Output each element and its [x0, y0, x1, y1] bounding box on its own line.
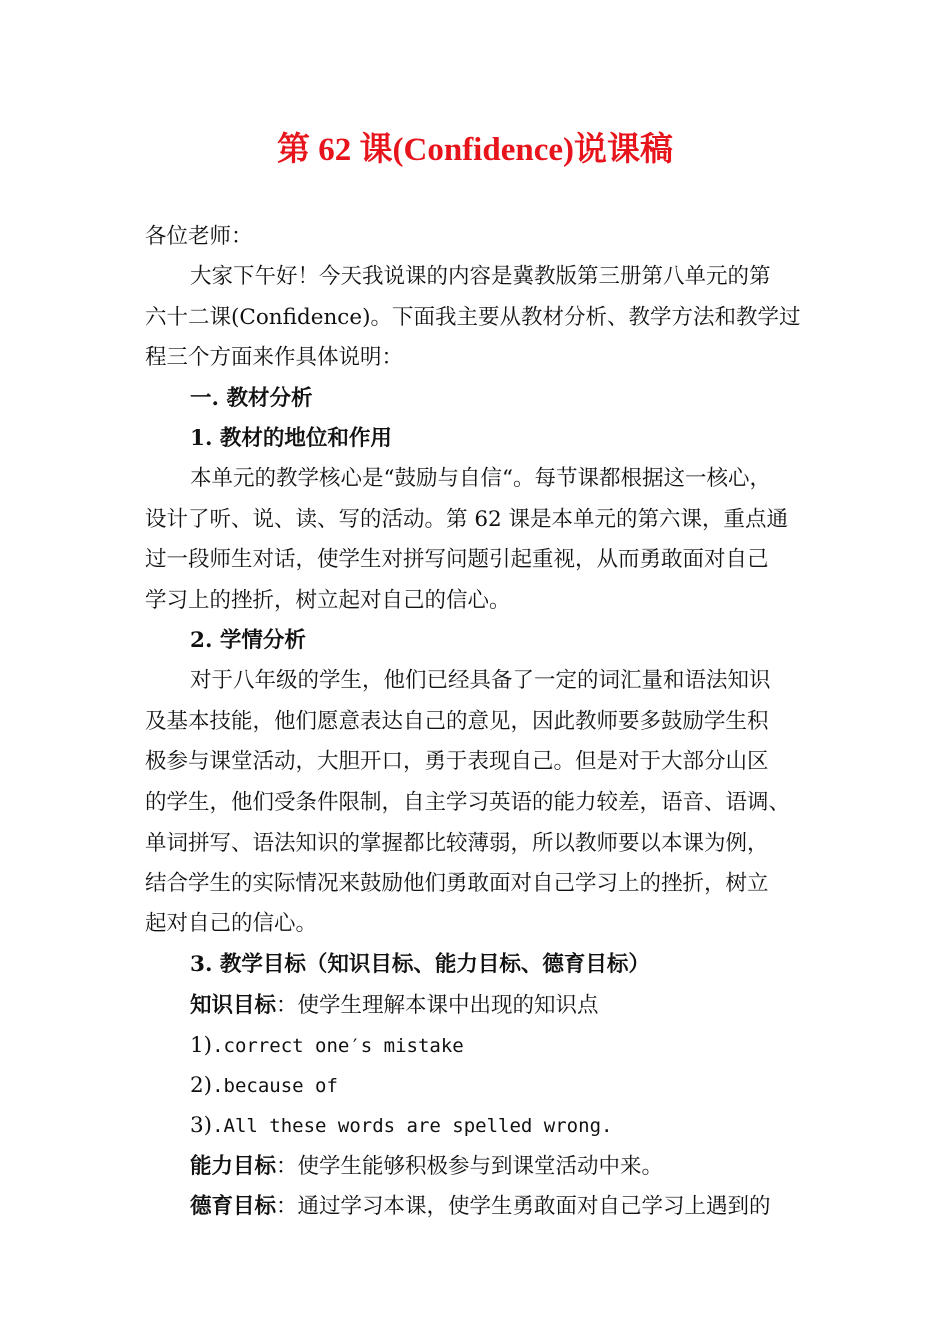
knowledge-goal-text: ：使学生理解本课中出现的知识点: [276, 993, 599, 1018]
ability-goal: [190, 1152, 663, 1182]
paragraph-line: 及基本技能，他们愿意表达自己的意见，因此教师要多鼓励学生积: [145, 709, 769, 734]
subsection-heading: 2. 学情分析: [190, 628, 306, 653]
paragraph-line: 单词拼写、语法知识的掌握都比较薄弱，所以教师要以本课为例，: [145, 831, 769, 856]
moral-goal-label: 德育目标: [190, 1194, 277, 1219]
paragraph-line: 设计了听、说、读、写的活动。第 62 课是本单元的第六课，重点通: [145, 507, 789, 532]
paragraph-line: 学习上的挫折，树立起对自己的信心。: [145, 588, 511, 613]
ability-goal-label: 能力目标: [190, 1154, 277, 1179]
moral-goal-text: ：通过学习本课，使学生勇敢面对自己学习上遇到的: [276, 1194, 771, 1219]
paragraph-line: 的学生，他们受条件限制，自主学习英语的能力较差，语音、语调、: [145, 790, 791, 815]
point-number: 3): [190, 1113, 213, 1138]
point-text: .All these words are spelled wrong.: [212, 1115, 613, 1137]
point-number: 1): [190, 1033, 213, 1058]
greeting: 各位老师：: [145, 224, 253, 249]
knowledge-point: [190, 1111, 612, 1141]
point-text: .because of: [212, 1075, 338, 1097]
point-text: .correct one′s mistake: [212, 1035, 464, 1057]
section-heading: 一. 教材分析: [190, 386, 313, 411]
intro-line: 程三个方面来作具体说明：: [145, 345, 404, 370]
paragraph-line: 对于八年级的学生，他们已经具备了一定的词汇量和语法知识: [190, 668, 771, 693]
document-title: 第 62 课(Confidence)说课稿: [277, 132, 673, 168]
knowledge-goal: [190, 991, 599, 1021]
moral-goal: [190, 1192, 771, 1222]
subsection-heading: 1. 教材的地位和作用: [190, 426, 392, 451]
knowledge-point: [190, 1071, 338, 1101]
paragraph-line: 起对自己的信心。: [145, 911, 318, 936]
ability-goal-text: ：使学生能够积极参与到课堂活动中来。: [276, 1154, 664, 1179]
knowledge-point: [190, 1031, 464, 1061]
knowledge-goal-label: 知识目标: [190, 993, 277, 1018]
point-number: 2): [190, 1073, 213, 1098]
paragraph-line: 本单元的教学核心是“鼓励与自信“。每节课都根据这一核心，: [190, 466, 771, 491]
paragraph-line: 结合学生的实际情况来鼓励他们勇敢面对自己学习上的挫折，树立: [145, 871, 769, 896]
intro-line: 大家下午好！今天我说课的内容是冀教版第三册第八单元的第: [190, 264, 771, 289]
paragraph-line: 极参与课堂活动，大胆开口，勇于表现自己。但是对于大部分山区: [145, 749, 769, 774]
paragraph-line: 过一段师生对话，使学生对拼写问题引起重视，从而勇敢面对自己: [145, 547, 769, 572]
subsection-heading: 3. 教学目标（知识目标、能力目标、德育目标）: [190, 952, 650, 977]
intro-line: 六十二课(Confidence)。下面我主要从教材分析、教学方法和教学过: [145, 305, 801, 330]
